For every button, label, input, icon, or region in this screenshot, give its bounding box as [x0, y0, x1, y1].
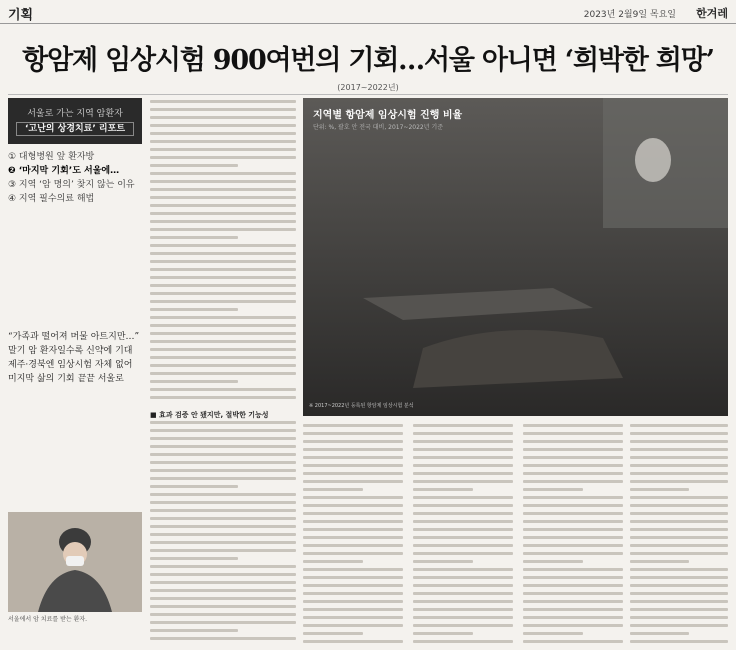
infographic-title: 지역별 항암제 임상시험 진행 비율	[313, 110, 463, 121]
text-line	[150, 621, 296, 624]
text-line	[630, 440, 728, 443]
text-line	[150, 300, 296, 303]
article-column	[523, 424, 623, 648]
text-line	[150, 597, 296, 600]
pull-quote-line: 제주·경북엔 임상시험 자체 없어	[8, 360, 133, 370]
text-line	[150, 637, 296, 640]
text-line	[523, 472, 623, 475]
text-line	[630, 584, 728, 587]
text-line	[630, 592, 728, 595]
text-line	[303, 536, 403, 539]
text-line	[413, 560, 473, 563]
text-line	[303, 552, 403, 555]
text-line	[630, 632, 689, 635]
text-line	[150, 100, 296, 103]
photo-caption: 서울에서 암 치료를 받는 환자.	[8, 616, 88, 623]
text-line	[523, 584, 623, 587]
text-line	[630, 640, 728, 643]
article-column	[150, 410, 296, 645]
text-line	[150, 453, 296, 456]
text-line	[303, 600, 403, 603]
text-line	[630, 432, 728, 435]
text-line	[413, 512, 513, 515]
text-line	[523, 576, 623, 579]
text-line	[630, 464, 728, 467]
text-line	[150, 573, 296, 576]
text-line	[523, 552, 623, 555]
article-column	[303, 424, 403, 648]
text-line	[630, 528, 728, 531]
text-line	[523, 520, 623, 523]
text-line	[303, 472, 403, 475]
text-line	[303, 632, 363, 635]
text-line	[150, 244, 296, 247]
text-line	[413, 528, 513, 531]
text-line	[150, 284, 296, 287]
text-line	[413, 480, 513, 483]
text-line	[523, 504, 623, 507]
text-line	[150, 501, 296, 504]
text-line	[523, 448, 623, 451]
text-line	[303, 544, 403, 547]
text-line	[150, 164, 238, 167]
text-line	[303, 496, 403, 499]
text-line	[150, 356, 296, 359]
text-line	[150, 180, 296, 183]
series-kicker: 서울로 가는 지역 암환자	[27, 109, 123, 119]
infographic-subtitle: 단위: %, 괄호 안 전국 대비, 2017~2022년 기준	[313, 124, 444, 131]
text-line	[303, 456, 403, 459]
text-line	[303, 424, 403, 427]
text-line	[150, 565, 296, 568]
text-line	[523, 528, 623, 531]
text-line	[150, 485, 238, 488]
text-line	[150, 517, 296, 520]
text-line	[413, 592, 513, 595]
text-line	[413, 608, 513, 611]
text-line	[150, 589, 296, 592]
text-line	[630, 504, 728, 507]
text-line	[303, 624, 403, 627]
text-line	[523, 560, 583, 563]
text-line	[150, 461, 296, 464]
article-column	[413, 424, 513, 648]
text-line	[150, 116, 296, 119]
text-line	[413, 624, 513, 627]
text-line	[413, 432, 513, 435]
text-line	[523, 544, 623, 547]
paper-name: 한겨레	[696, 7, 728, 20]
text-line	[150, 605, 296, 608]
pull-quote-line: 말기 암 환자일수록 신약에 기대	[8, 346, 133, 356]
infographic-graphic	[303, 98, 728, 416]
text-line	[630, 600, 728, 603]
text-line	[150, 268, 296, 271]
text-line	[150, 276, 296, 279]
text-line	[150, 140, 296, 143]
text-line	[413, 488, 473, 491]
text-line	[150, 156, 296, 159]
text-line	[150, 533, 296, 536]
text-line	[150, 148, 296, 151]
text-line	[150, 388, 296, 391]
text-line	[303, 568, 403, 571]
text-line	[303, 528, 403, 531]
text-line	[630, 456, 728, 459]
text-line	[150, 108, 296, 111]
patient-photo	[8, 512, 142, 612]
text-line	[630, 496, 728, 499]
text-line	[413, 536, 513, 539]
subhead: ■ 효과 검증 안 됐지만, 절박한 기능성	[150, 411, 269, 419]
text-line	[630, 544, 728, 547]
text-line	[413, 456, 513, 459]
text-line	[150, 541, 296, 544]
text-line	[413, 520, 513, 523]
series-item-current: ❷ ‘마지막 기회’도 서울에…	[8, 166, 120, 176]
text-line	[630, 424, 728, 427]
text-line	[523, 480, 623, 483]
text-line	[523, 456, 623, 459]
text-line	[150, 204, 296, 207]
text-line	[523, 624, 623, 627]
text-line	[413, 544, 513, 547]
text-line	[523, 608, 623, 611]
text-line	[150, 196, 296, 199]
text-line	[630, 568, 728, 571]
article-column	[630, 424, 728, 648]
text-line	[413, 584, 513, 587]
text-line	[523, 424, 623, 427]
text-line	[523, 640, 623, 643]
text-line	[413, 568, 513, 571]
text-line	[150, 308, 238, 311]
text-line	[303, 512, 403, 515]
text-line	[523, 600, 623, 603]
text-line	[150, 549, 296, 552]
text-line	[413, 600, 513, 603]
text-line	[413, 472, 513, 475]
text-line	[413, 464, 513, 467]
text-line	[413, 632, 473, 635]
text-line	[303, 640, 403, 643]
text-line	[150, 629, 238, 632]
text-line	[303, 520, 403, 523]
headline: 항암제 임상시험 900여번의 기회…서울 아니면 ‘희박한 희망’	[22, 45, 714, 76]
text-line	[303, 576, 403, 579]
text-line	[413, 504, 513, 507]
masthead	[0, 0, 736, 24]
text-line	[303, 448, 403, 451]
text-line	[630, 616, 728, 619]
text-line	[523, 496, 623, 499]
text-line	[303, 480, 403, 483]
text-line	[150, 220, 296, 223]
text-line	[150, 124, 296, 127]
text-line	[150, 228, 296, 231]
text-line	[630, 608, 728, 611]
text-line	[150, 445, 296, 448]
text-line	[150, 493, 296, 496]
text-line	[303, 464, 403, 467]
text-line	[630, 624, 728, 627]
text-line	[150, 172, 296, 175]
divider	[8, 94, 728, 95]
text-line	[523, 488, 583, 491]
text-line	[150, 324, 296, 327]
text-line	[523, 464, 623, 467]
text-line	[150, 477, 296, 480]
text-line	[150, 340, 296, 343]
article-column	[150, 100, 296, 404]
text-line	[303, 592, 403, 595]
text-line	[413, 496, 513, 499]
pull-quote-line: 미지막 삶의 기회 끝끝 서울로	[8, 374, 124, 384]
issue-date: 2023년 2월9일 목요일	[583, 10, 676, 20]
text-line	[413, 576, 513, 579]
text-line	[303, 616, 403, 619]
text-line	[630, 576, 728, 579]
pull-quote	[8, 330, 142, 386]
text-line	[413, 448, 513, 451]
headline-period: (2017~2022년)	[337, 83, 399, 92]
text-line	[413, 552, 513, 555]
text-line	[630, 480, 728, 483]
text-line	[150, 429, 296, 432]
series-box	[8, 98, 142, 144]
text-line	[150, 292, 296, 295]
text-line	[303, 504, 403, 507]
text-line	[150, 372, 296, 375]
text-line	[303, 608, 403, 611]
text-line	[150, 557, 238, 560]
text-line	[630, 520, 728, 523]
text-line	[630, 472, 728, 475]
text-line	[150, 525, 296, 528]
text-line	[150, 332, 296, 335]
text-line	[523, 592, 623, 595]
text-line	[303, 560, 363, 563]
text-line	[150, 469, 296, 472]
text-line	[630, 488, 689, 491]
text-line	[413, 640, 513, 643]
text-line	[150, 396, 296, 399]
regional-trial-infographic	[303, 98, 728, 416]
pull-quote-line: “가족과 떨어져 머물 아트지만…”	[8, 332, 140, 342]
text-line	[150, 581, 296, 584]
text-line	[150, 380, 238, 383]
text-line	[630, 536, 728, 539]
text-line	[413, 440, 513, 443]
text-line	[150, 348, 296, 351]
text-line	[523, 512, 623, 515]
text-line	[150, 188, 296, 191]
text-line	[150, 132, 296, 135]
series-list	[8, 150, 142, 206]
text-line	[150, 252, 296, 255]
text-line	[523, 568, 623, 571]
text-line	[303, 440, 403, 443]
section-tag: 기획	[8, 8, 34, 23]
series-item: ① 대형병원 앞 환자방	[8, 152, 95, 162]
series-name: ‘고난의 상경치료’ 리포트	[16, 122, 134, 136]
text-line	[523, 616, 623, 619]
text-line	[150, 613, 296, 616]
text-line	[150, 212, 296, 215]
text-line	[150, 437, 296, 440]
text-line	[150, 509, 296, 512]
text-line	[523, 632, 583, 635]
text-line	[303, 432, 403, 435]
text-line	[150, 316, 296, 319]
text-line	[303, 488, 363, 491]
text-line	[523, 440, 623, 443]
series-item: ③ 지역 ‘암 명의’ 찾지 않는 이유	[8, 180, 135, 190]
text-line	[523, 536, 623, 539]
text-line	[303, 584, 403, 587]
text-line	[413, 616, 513, 619]
text-line	[150, 260, 296, 263]
text-line	[413, 424, 513, 427]
text-line	[630, 560, 689, 563]
infographic-note: ※ 2017~2022년 등록된 항암제 임상시험 분석	[309, 403, 414, 409]
text-line	[150, 364, 296, 367]
text-line	[630, 448, 728, 451]
series-item: ④ 지역 필수의료 해법	[8, 194, 95, 204]
text-line	[150, 421, 296, 424]
text-line	[630, 552, 728, 555]
text-line	[523, 432, 623, 435]
text-line	[150, 236, 238, 239]
text-line	[630, 512, 728, 515]
